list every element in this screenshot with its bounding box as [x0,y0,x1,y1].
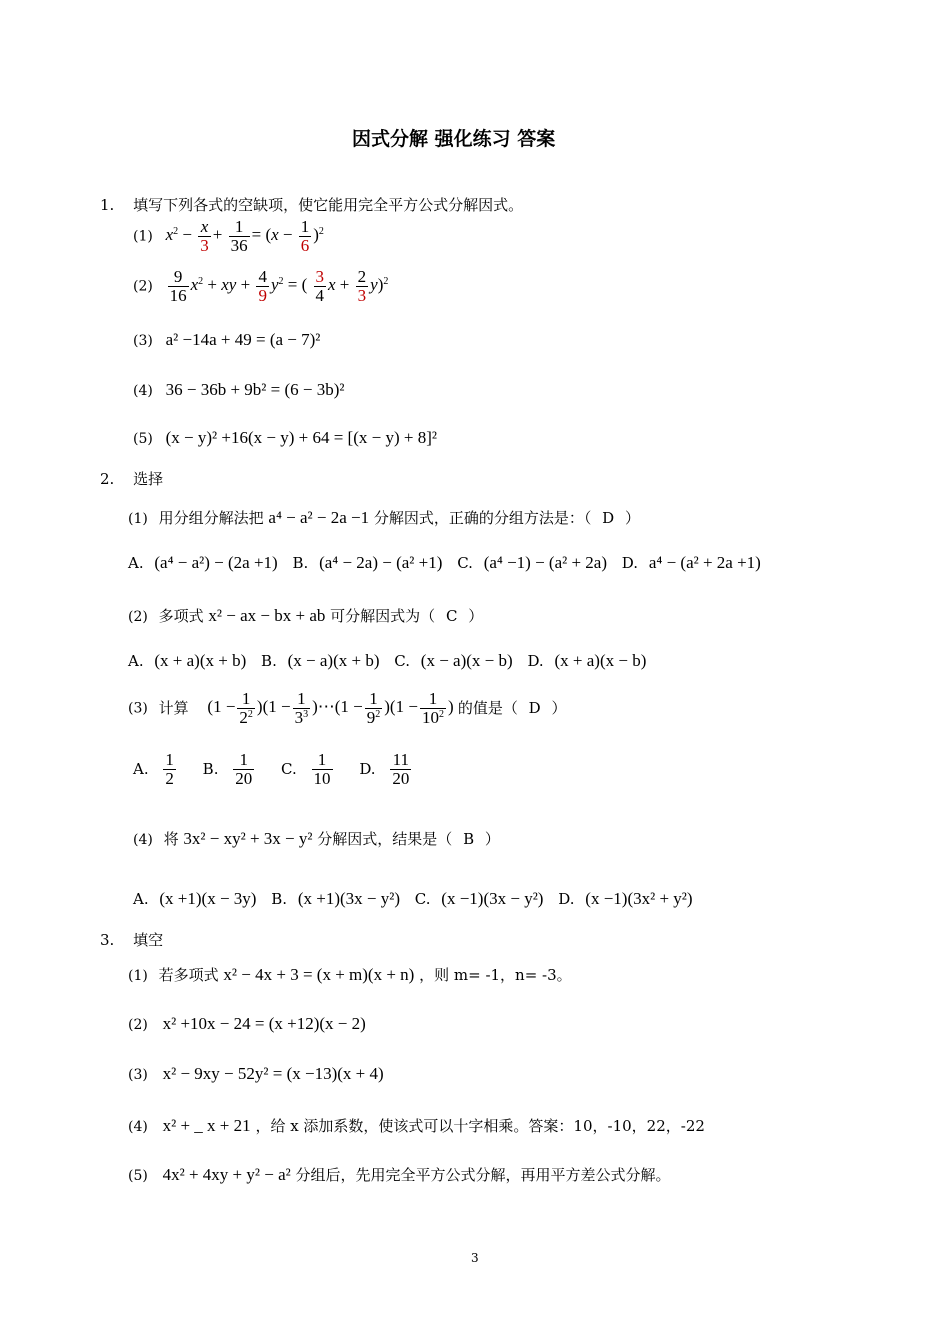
fill-blank-2 [128,1014,366,1034]
question-text: 分解因式，结果是（ [317,830,453,848]
option-d-label: D. [621,554,639,572]
item-label: (4) [128,1119,148,1135]
option-a: (x + a)(x + b) [154,651,247,670]
item-label: (1) [128,968,148,984]
question-text: ，则 m= -1，n= -3。 [419,966,572,984]
option-d: (x + a)(x − b) [554,651,647,670]
item-label: (2) [133,278,153,295]
math-expression: (x − y)² +16(x − y) + 64 = [(x − y) + 8]² [165,428,437,447]
fill-blank-4 [128,1115,705,1136]
choice-options-2 [128,651,646,671]
option-d-label: D. [359,759,376,778]
option-d: (x −1)(3x² + y²) [585,889,693,908]
option-c: (x −1)(3x − y²) [441,889,544,908]
page-title: 因式分解 强化练习 答案 [352,128,556,150]
choice-question-3 [128,690,566,727]
choice-options-3 [133,751,413,788]
option-d: $\frac{11}{20}$ [392,750,410,788]
section-2-heading [100,468,163,489]
option-b-label: B. [261,652,277,670]
question-text: 分解因式，正确的分组方法是：（ [373,509,592,527]
item-label: (4) [133,383,153,399]
math-expression: $\frac{9}{16}$ $x^2$ + xy + $\frac{4}{9}$ $y^2$ = ( $\frac{3}{4}$ x + $\frac{2}{3}$ y)$^2$ [169,267,389,305]
option-c-label: C. [394,652,410,670]
math-expression: (1 − $\frac{1}{2^2}$ )(1 − $\frac{1}{3^3}$ )⋯(1 − $\frac{1}{9^2}$ )(1 − $\frac{1}{10^2}$ ) [207,689,458,727]
choice-question-1 [128,507,640,528]
option-c-label: C. [457,554,473,572]
fill-item-4 [133,380,345,400]
question-text: 分组后，先用完全平方公式分解，再用平方差公式分解。 [295,1166,671,1184]
math-expression: x² − 9xy − 52y² = (x −13)(x + 4) [162,1064,384,1083]
question-text: 用分组分解法把 [158,509,264,527]
option-c: (a⁴ −1) − (a² + 2a) [483,553,608,572]
question-text: ，给 x 添加系数，使该式可以十字相乘。答案：10，-10，22，-22 [255,1117,705,1135]
option-a-label: A. [128,652,144,670]
fill-item-5 [133,428,437,448]
item-label: (2) [128,609,148,625]
math-expression: 3x² − xy² + 3x − y² [183,829,313,848]
page-number: 3 [471,1251,479,1265]
fill-blank-1 [128,964,572,985]
math-expression: 36 − 36b + 9b² = (6 − 3b)² [165,380,345,399]
option-b: $\frac{1}{20}$ [235,750,253,788]
item-label: (1) [128,511,148,527]
section-number: 2. [100,470,115,488]
item-label: (5) [133,431,153,447]
answer: C [445,607,458,625]
question-text: 计算 [158,698,189,717]
fill-item-3 [133,330,320,350]
item-label: (3) [128,700,148,717]
option-c: $\frac{1}{10}$ [313,750,331,788]
option-d-label: D. [558,890,575,908]
choice-question-2 [128,605,483,626]
section-1-heading [100,194,523,215]
section-number: 3. [100,931,115,949]
question-text: 可分解因式为（ [330,607,436,625]
option-a-label: A. [133,759,149,778]
math-expression: x² − ax − bx + ab [208,606,326,625]
option-b-label: B. [202,759,219,778]
math-expression: a⁴ − a² − 2a −1 [268,508,370,527]
section-text: 填空 [133,931,164,949]
section-text: 填写下列各式的空缺项，使它能用完全平方公式分解因式。 [133,196,524,214]
bracket: ） [624,509,640,527]
fill-item-1 [133,218,324,255]
option-a: (x +1)(x − 3y) [159,889,257,908]
answer: B [463,830,475,848]
option-c: (x − a)(x − b) [420,651,513,670]
choice-options-1 [128,553,761,573]
bracket: ） [484,830,500,848]
section-text: 选择 [133,470,164,488]
bracket: ） [468,607,484,625]
option-c-label: C. [414,890,431,908]
item-label: (3) [128,1067,148,1083]
option-a-label: A. [133,890,149,908]
answer: D [528,698,541,717]
item-label: (3) [133,333,153,349]
section-number: 1. [100,196,115,214]
option-a: (a⁴ − a²) − (2a +1) [154,553,278,572]
fill-blank-3 [128,1064,384,1084]
item-label: (1) [133,228,153,245]
question-text: 的值是（ [457,698,518,717]
option-c-label: C. [281,759,297,778]
fill-blank-5 [128,1164,671,1185]
item-label: (4) [133,832,153,848]
choice-options-4 [133,889,693,909]
math-expression: 4x² + 4xy + y² − a² [162,1165,291,1184]
item-label: (5) [128,1168,148,1184]
math-expression: x² + _ x + 21 [162,1116,251,1135]
answer: D [602,509,615,527]
math-expression: a² −14a + 49 = (a − 7)² [165,330,321,349]
math-expression: x² +10x − 24 = (x +12)(x − 2) [162,1014,366,1033]
question-text: 多项式 [158,607,204,625]
choice-question-4 [133,828,500,849]
option-d-label: D. [527,652,544,670]
bracket: ） [551,698,567,717]
option-d: a⁴ − (a² + 2a +1) [648,553,761,572]
option-a: $\frac{1}{2}$ [165,750,174,788]
option-b: (x − a)(x + b) [287,651,380,670]
option-b: (a⁴ − 2a) − (a² +1) [319,553,443,572]
section-3-heading [100,929,163,950]
option-b-label: B. [271,890,288,908]
option-a-label: A. [128,554,144,572]
question-text: 将 [163,830,179,848]
option-b-label: B. [292,554,309,572]
math-expression: $x^2$ − $\frac{x}{3}$ + $\frac{1}{36}$ = (x − $\frac{1}{6}$ )$^2$ [165,217,324,255]
item-label: (2) [128,1017,148,1033]
fill-item-2 [133,268,388,305]
option-b: (x +1)(3x − y²) [297,889,400,908]
question-text: 若多项式 [158,966,219,984]
math-expression: x² − 4x + 3 = (x + m)(x + n) [223,965,415,984]
